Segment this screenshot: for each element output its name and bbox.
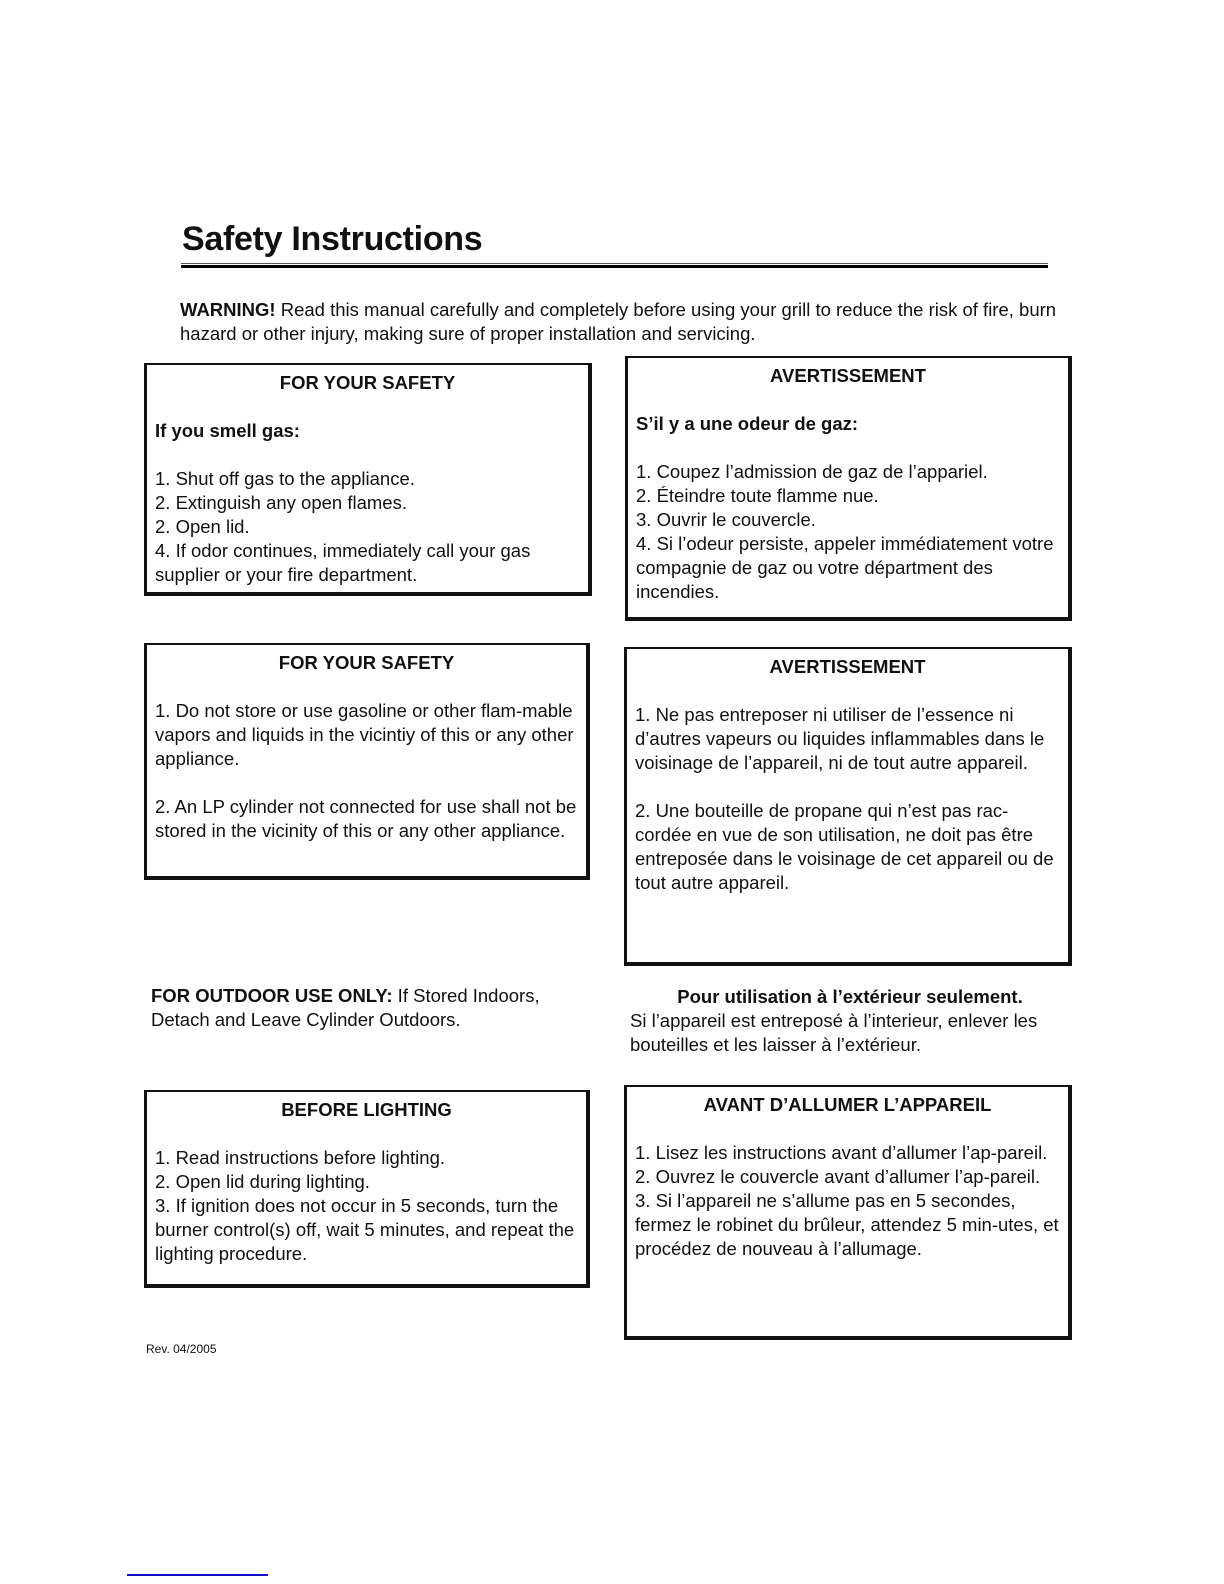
box-header: FOR YOUR SAFETY (278, 652, 455, 673)
outdoor-use-note-en (151, 984, 591, 1032)
revision-label: Rev. 04/2005 (146, 1342, 217, 1356)
list-item: 2. Extinguish any open flames. (155, 492, 407, 513)
box-subheader: If you smell gas: (155, 420, 300, 441)
footer-link-underline (127, 1574, 268, 1576)
list-item: 1. Shut off gas to the appliance. (155, 468, 415, 489)
list-item: 4. If odor continues, immediately call your gas supplier or your fire department. (155, 540, 531, 585)
outdoor-label: FOR OUTDOOR USE ONLY: (151, 985, 393, 1006)
paragraph: 2. Une bouteille de propane qui n’est pas rac-cordée en vue de son utilisation, ne doit pas être entreposée dans le voisinage de cet appareil ou de tout autre appareil. (635, 800, 1054, 893)
list-item: 2. Open lid. (155, 516, 250, 537)
list-item: 3. Ouvrir le couvercle. (636, 509, 816, 530)
list-item: 1. Read instructions before lighting. (155, 1147, 446, 1168)
safety-box-gas-fr (625, 356, 1072, 621)
page-title: Safety Instructions (182, 220, 483, 258)
outdoor-text: If Stored Indoors, Detach and Leave Cylinder Outdoors. (151, 985, 540, 1030)
safety-box-gas-en (144, 363, 592, 596)
paragraph: 1. Do not store or use gasoline or other flam-mable vapors and liquids in the vicintiy of this or any other appliance. (155, 700, 574, 769)
paragraph: 2. An LP cylinder not connected for use shall not be stored in the vicinity of this or any other appliance. (155, 796, 577, 841)
box-header: FOR YOUR SAFETY (279, 372, 456, 393)
list-item: 1. Lisez les instructions avant d’allumer l’ap-pareil. (635, 1142, 1048, 1163)
outdoor-text-fr: Si l’appareil est entreposé à l’interieur, enlever les bouteilles et les laisser à l’extérieur. (630, 1010, 1038, 1055)
list-item: 1. Coupez l’admission de gaz de l’appariel. (636, 461, 988, 482)
box-header: BEFORE LIGHTING (281, 1099, 452, 1120)
safety-box-storage-en (144, 643, 590, 880)
box-header: AVERTISSEMENT (770, 365, 926, 386)
box-subheader: S’il y a une odeur de gaz: (636, 413, 859, 434)
warning-text: Read this manual carefully and completely before using your grill to reduce the risk of fire, burn hazard or other injury, making sure of proper installation and servicing. (180, 299, 1057, 344)
title-rule-thick (181, 265, 1048, 268)
list-item: 2. Éteindre toute flamme nue. (636, 485, 879, 506)
paragraph: 1. Ne pas entreposer ni utiliser de l’essence ni d’autres vapeurs ou liquides inflammables dans le voisinage de l’appareil, ni de tout autre appareil. (635, 704, 1045, 773)
title-rule-thin (181, 263, 1048, 264)
warning-paragraph (180, 298, 1060, 346)
box-header: AVERTISSEMENT (769, 656, 926, 677)
list-item: 4. Si l’odeur persiste, appeler immédiatement votre compagnie de gaz ou votre départment des incendies. (636, 533, 1054, 602)
list-item: 2. Open lid during lighting. (155, 1171, 370, 1192)
outdoor-use-note-fr (630, 985, 1070, 1057)
warning-label: WARNING! (180, 299, 276, 320)
list-item: 3. If ignition does not occur in 5 seconds, turn the burner control(s) off, wait 5 minutes, and repeat the lighting procedure. (155, 1195, 575, 1264)
safety-box-storage-fr (624, 647, 1072, 966)
box-header: AVANT D’ALLUMER L’APPAREIL (703, 1094, 992, 1115)
outdoor-heading-fr: Pour utilisation à l’extérieur seulement. (677, 986, 1023, 1007)
safety-box-lighting-en (144, 1090, 590, 1288)
list-item: 2. Ouvrez le couvercle avant d’allumer l’ap-pareil. (635, 1166, 1041, 1187)
list-item: 3. Si l’appareil ne s’allume pas en 5 secondes, fermez le robinet du brûleur, attendez 5 min-utes, et procédez de nouveau à l’allumage. (635, 1190, 1059, 1259)
safety-box-lighting-fr (624, 1085, 1072, 1340)
